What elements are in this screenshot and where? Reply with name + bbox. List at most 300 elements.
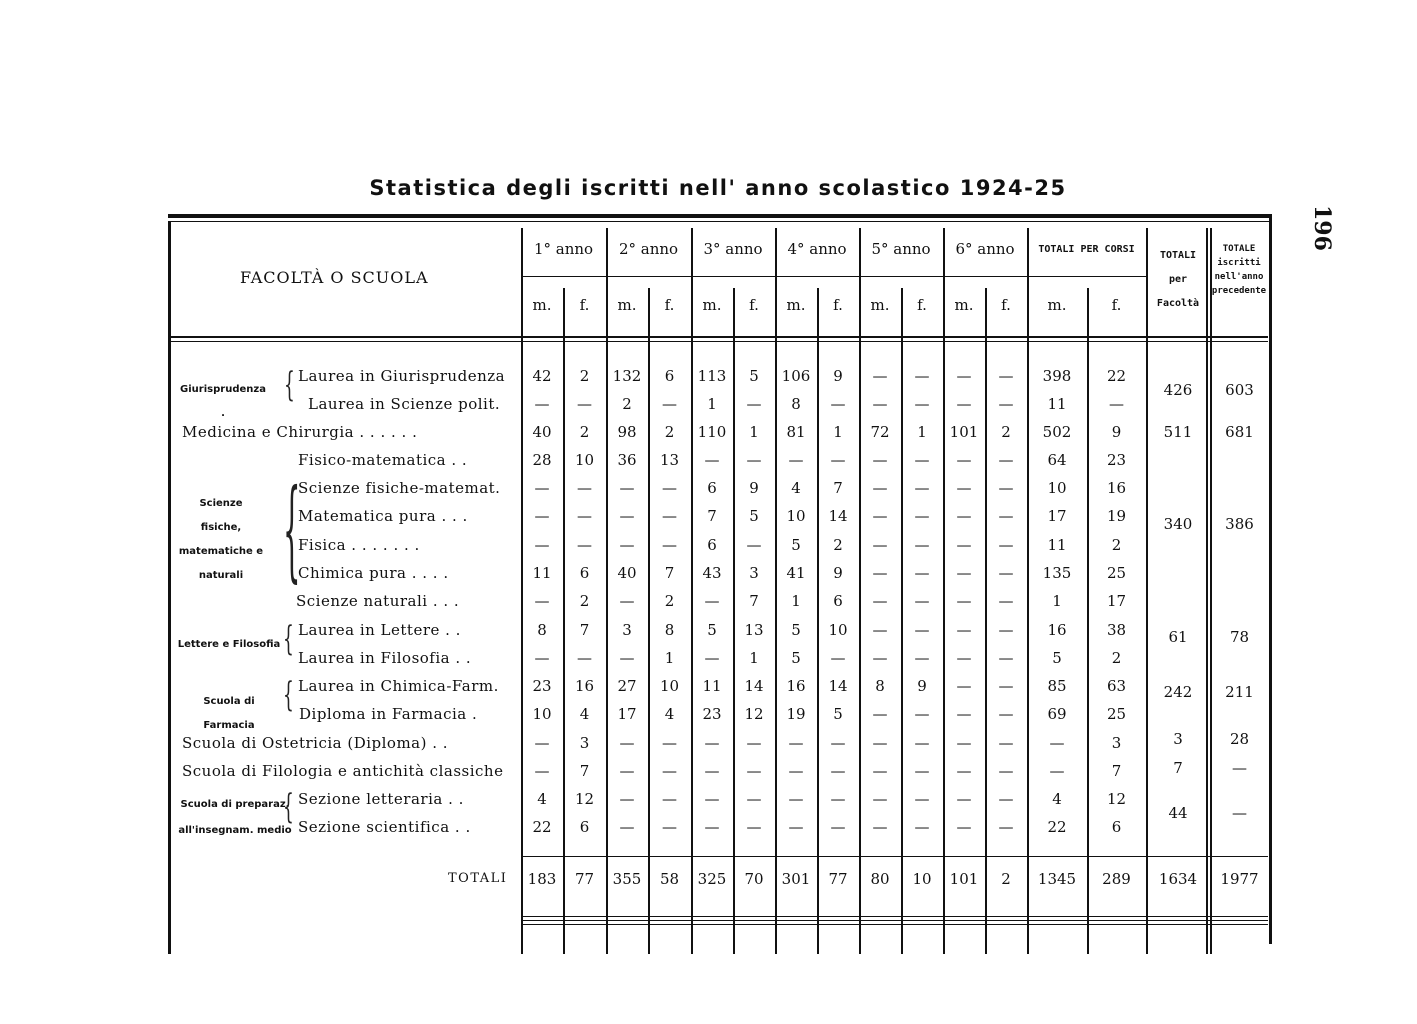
total-cell: 289	[1102, 870, 1131, 888]
cell-value: —	[788, 790, 804, 808]
cell-value: —	[998, 479, 1014, 497]
cell-value: —	[704, 762, 720, 780]
cell-value: —	[577, 479, 592, 497]
cell-value: 11	[702, 677, 722, 695]
cell-value: —	[998, 734, 1014, 752]
cell-value: —	[788, 818, 804, 836]
cell-value: 6	[707, 479, 717, 497]
column-rule	[943, 228, 945, 954]
cell-value: 14	[828, 507, 848, 525]
cell-value: —	[872, 507, 888, 525]
cell-value: —	[619, 479, 635, 497]
cell-value: 6	[833, 592, 843, 610]
cell-value: —	[746, 762, 762, 780]
cell-value: 16	[1106, 479, 1127, 497]
column-rule	[1210, 228, 1212, 954]
year-header: 1° anno	[533, 240, 594, 258]
cell-value: —	[914, 790, 930, 808]
cell-value: 16	[574, 677, 595, 695]
male-header: m.	[954, 296, 974, 314]
faculty-scienze: Scienze fisiche, matematiche e naturali	[178, 498, 264, 581]
cell-value: 12	[1106, 790, 1127, 808]
cell-value: 43	[702, 564, 722, 582]
group-brace: {	[283, 465, 301, 593]
cell-value: —	[577, 507, 592, 525]
cell-value: —	[956, 564, 972, 582]
year-header: 4° anno	[787, 240, 847, 258]
cell-value: —	[704, 818, 720, 836]
faculty-giurisprudenza: Giurisprudenza .	[180, 384, 266, 419]
cell-value: —	[956, 592, 972, 610]
cell-value: —	[956, 367, 972, 385]
male-header: m.	[702, 296, 722, 314]
cell-value: 25	[1106, 564, 1127, 582]
page-number: 196	[1309, 205, 1335, 251]
cell-value: 2	[622, 395, 632, 413]
cell-value: —	[956, 395, 972, 413]
cell-value: —	[662, 762, 677, 780]
total-cell: 183	[527, 870, 557, 888]
header-bottom-2	[168, 341, 1268, 342]
cell-value: 1	[833, 423, 843, 441]
cell-value: —	[830, 451, 846, 469]
cell-value: 2	[579, 592, 590, 610]
group-brace: {	[283, 675, 294, 715]
previous-year-total-header: TOTALE iscritti nell'anno precedente	[1211, 244, 1267, 296]
cell-value: —	[619, 818, 635, 836]
cell-value: 2	[1111, 536, 1122, 554]
total-cell: 77	[828, 870, 848, 888]
cell-value: —	[577, 649, 592, 667]
female-header: f.	[1111, 296, 1122, 314]
row-label: Matematica pura . . .	[298, 507, 468, 525]
faculty-total: 44	[1168, 804, 1188, 822]
cell-value: —	[998, 790, 1014, 808]
cell-value: 3	[749, 564, 759, 582]
cell-value: —	[619, 734, 635, 752]
cell-value: 22	[1047, 818, 1067, 836]
row-label: Laurea in Giurisprudenza	[298, 367, 506, 385]
cell-value: 110	[697, 423, 727, 441]
female-header: f.	[1001, 296, 1011, 314]
male-header: m.	[1047, 296, 1067, 314]
footer-rule-3	[521, 924, 1268, 925]
cell-value: —	[788, 451, 804, 469]
cell-value: —	[746, 818, 762, 836]
total-cell: 77	[574, 870, 595, 888]
total-cell: 355	[612, 870, 642, 888]
cell-value: —	[704, 592, 720, 610]
cell-value: —	[914, 367, 930, 385]
cell-value: 5	[791, 649, 801, 667]
cell-value: —	[998, 621, 1014, 639]
cell-value: 8	[537, 621, 547, 639]
cell-value: 40	[532, 423, 552, 441]
row-label: Scienze fisiche-matemat.	[298, 479, 501, 497]
total-cell: 58	[659, 870, 680, 888]
row-label: Fisica . . . . . . .	[298, 536, 420, 554]
cell-value: —	[872, 536, 888, 554]
cell-value: —	[788, 734, 804, 752]
cell-value: —	[998, 592, 1014, 610]
cell-value: —	[872, 564, 888, 582]
cell-value: 5	[749, 507, 759, 525]
column-rule	[1027, 228, 1029, 954]
cell-value: —	[830, 395, 846, 413]
cell-value: 2	[579, 423, 590, 441]
cell-value: —	[534, 507, 550, 525]
cell-value: 7	[833, 479, 843, 497]
total-cell: 325	[697, 870, 727, 888]
row-label: Medicina e Chirurgia . . . . . .	[182, 423, 418, 441]
cell-value: 6	[1111, 818, 1122, 836]
cell-value: —	[914, 479, 930, 497]
cell-value: —	[662, 395, 677, 413]
faculty-total: 61	[1168, 628, 1188, 646]
cell-value: —	[914, 564, 930, 582]
cell-value: —	[662, 790, 677, 808]
cell-value: 38	[1106, 621, 1127, 639]
previous-year-total: —	[1232, 759, 1247, 777]
female-header: f.	[579, 296, 590, 314]
previous-year-total: 681	[1225, 423, 1254, 441]
cell-value: —	[534, 395, 550, 413]
cell-value: —	[1109, 395, 1124, 413]
cell-value: —	[914, 705, 930, 723]
cell-value: 10	[786, 507, 806, 525]
cell-value: —	[914, 621, 930, 639]
female-header: f.	[664, 296, 675, 314]
cell-value: 1	[791, 592, 801, 610]
cell-value: 7	[664, 564, 675, 582]
cell-value: 6	[579, 818, 590, 836]
cell-value: —	[998, 367, 1014, 385]
cell-value: —	[619, 536, 635, 554]
cell-value: 2	[664, 423, 675, 441]
column-rule	[521, 228, 523, 954]
cell-value: 17	[617, 705, 637, 723]
cell-value: —	[956, 790, 972, 808]
male-header: m.	[532, 296, 552, 314]
cell-value: —	[914, 818, 930, 836]
cell-value: —	[872, 621, 888, 639]
totals-label: TOTALI	[448, 871, 508, 886]
cell-value: —	[662, 536, 677, 554]
total-cell: 80	[870, 870, 890, 888]
cell-value: —	[998, 395, 1014, 413]
cell-value: 64	[1047, 451, 1067, 469]
previous-year-total: —	[1232, 804, 1247, 822]
grand-total-faculty: 1634	[1158, 870, 1198, 888]
cell-value: —	[619, 507, 635, 525]
footer-rule-2	[521, 920, 1268, 921]
cell-value: —	[577, 395, 592, 413]
cell-value: 9	[749, 479, 759, 497]
male-header: m.	[617, 296, 637, 314]
cell-value: 3	[1111, 734, 1122, 752]
column-rule	[1146, 228, 1148, 954]
cell-value: 5	[707, 621, 717, 639]
row-label: Laurea in Lettere . .	[298, 621, 461, 639]
cell-value: 12	[574, 790, 595, 808]
cell-value: —	[662, 479, 677, 497]
cell-value: —	[704, 451, 720, 469]
cell-value: —	[998, 536, 1014, 554]
cell-value: 63	[1106, 677, 1127, 695]
cell-value: —	[577, 536, 592, 554]
group-brace: {	[283, 787, 294, 827]
female-header: f.	[917, 296, 927, 314]
totals-separator	[521, 856, 1268, 857]
cell-value: 1	[707, 395, 717, 413]
cell-value: —	[534, 536, 550, 554]
cell-value: 7	[749, 592, 759, 610]
faculty-total: 3	[1173, 730, 1183, 748]
cell-value: —	[534, 734, 550, 752]
cell-value: —	[534, 479, 550, 497]
cell-value: 113	[697, 367, 727, 385]
footer-rule	[521, 916, 1268, 917]
cell-value: —	[746, 451, 762, 469]
cell-value: 3	[579, 734, 590, 752]
page-title: Statistica degli iscritti nell' anno scolastico 1924-25	[369, 176, 1067, 200]
cell-value: 10	[828, 621, 848, 639]
cell-value: —	[872, 762, 888, 780]
cell-value: —	[872, 395, 888, 413]
year-header: 6° anno	[955, 240, 1015, 258]
cell-value: —	[956, 536, 972, 554]
cell-value: —	[534, 762, 550, 780]
total-cell: 70	[744, 870, 764, 888]
previous-year-total: 386	[1225, 515, 1254, 533]
total-cell: 2	[1001, 870, 1011, 888]
year-underline	[521, 276, 1147, 277]
cell-value: —	[998, 564, 1014, 582]
cell-value: 23	[702, 705, 722, 723]
cell-value: 4	[579, 705, 590, 723]
cell-value: —	[872, 705, 888, 723]
column-rule	[606, 228, 608, 954]
cell-value: 4	[1052, 790, 1062, 808]
cell-value: 98	[617, 423, 637, 441]
cell-value: 9	[1111, 423, 1122, 441]
cell-value: —	[956, 734, 972, 752]
cell-value: 1	[749, 649, 759, 667]
cell-value: 16	[786, 677, 806, 695]
cell-value: 1	[664, 649, 675, 667]
cell-value: 14	[828, 677, 848, 695]
cell-value: —	[872, 818, 888, 836]
totals-per-course-header: TOTALI PER CORSI	[1038, 244, 1135, 255]
cell-value: —	[872, 479, 888, 497]
cell-value: —	[914, 451, 930, 469]
male-header: m.	[786, 296, 806, 314]
cell-value: —	[998, 451, 1014, 469]
cell-value: 16	[1047, 621, 1067, 639]
cell-value: 5	[1052, 649, 1062, 667]
cell-value: —	[998, 762, 1014, 780]
cell-value: —	[956, 677, 972, 695]
cell-value: —	[830, 734, 846, 752]
top-rule	[168, 214, 1270, 218]
cell-value: —	[956, 762, 972, 780]
cell-value: —	[534, 649, 550, 667]
grand-total-previous: 1977	[1220, 870, 1259, 888]
previous-year-total: 603	[1225, 381, 1254, 399]
cell-value: 8	[791, 395, 801, 413]
cell-value: —	[619, 592, 635, 610]
cell-value: 13	[744, 621, 764, 639]
faculty-header: FACOLTÀ O SCUOLA	[240, 268, 429, 287]
cell-value: —	[619, 790, 635, 808]
cell-value: —	[1049, 762, 1065, 780]
cell-value: —	[872, 367, 888, 385]
row-label: Scuola di Filologia e antichità classiche	[182, 762, 504, 780]
cell-value: —	[998, 818, 1014, 836]
cell-value: 10	[1047, 479, 1067, 497]
row-label: Laurea in Filosofia . .	[298, 649, 472, 667]
cell-value: 6	[579, 564, 590, 582]
cell-value: 10	[659, 677, 680, 695]
totals-per-faculty-header: TOTALI per Facoltà	[1156, 250, 1200, 309]
cell-value: 7	[579, 762, 590, 780]
cell-value: —	[746, 395, 762, 413]
cell-value: 72	[870, 423, 890, 441]
cell-value: 36	[617, 451, 637, 469]
cell-value: 5	[791, 536, 801, 554]
cell-value: 69	[1047, 705, 1067, 723]
cell-value: 41	[786, 564, 806, 582]
cell-value: 2	[664, 592, 675, 610]
cell-value: —	[998, 677, 1014, 695]
cell-value: 22	[1106, 367, 1127, 385]
cell-value: 3	[622, 621, 632, 639]
cell-value: 4	[537, 790, 547, 808]
cell-value: —	[704, 734, 720, 752]
total-cell: 1345	[1037, 870, 1077, 888]
row-label: Sezione letteraria . .	[298, 790, 464, 808]
cell-value: 19	[786, 705, 806, 723]
cell-value: 23	[1106, 451, 1127, 469]
cell-value: 85	[1047, 677, 1067, 695]
cell-value: —	[619, 649, 635, 667]
faculty-total: 242	[1163, 683, 1193, 701]
cell-value: —	[662, 734, 677, 752]
cell-value: 14	[744, 677, 764, 695]
left-border	[168, 221, 171, 954]
cell-value: —	[998, 649, 1014, 667]
cell-value: 23	[532, 677, 552, 695]
cell-value: 7	[707, 507, 717, 525]
cell-value: —	[662, 507, 677, 525]
cell-value: —	[914, 536, 930, 554]
cell-value: —	[704, 790, 720, 808]
column-rule	[1206, 228, 1208, 954]
previous-year-total: 211	[1225, 683, 1254, 701]
male-header: m.	[870, 296, 890, 314]
cell-value: 7	[1111, 762, 1122, 780]
cell-value: 1	[1052, 592, 1062, 610]
previous-year-total: 78	[1229, 628, 1250, 646]
row-label: Laurea in Chimica-Farm.	[298, 677, 499, 695]
faculty-lettere: Lettere e Filosofia	[177, 639, 281, 650]
cell-value: 5	[749, 367, 759, 385]
cell-value: —	[914, 762, 930, 780]
cell-value: —	[956, 451, 972, 469]
cell-value: 106	[781, 367, 811, 385]
header-bottom	[168, 336, 1268, 338]
faculty-total: 340	[1163, 515, 1193, 533]
cell-value: 2	[579, 367, 590, 385]
row-label: Chimica pura . . . .	[298, 564, 449, 582]
cell-value: —	[830, 818, 846, 836]
cell-value: 2	[1001, 423, 1011, 441]
cell-value: —	[872, 649, 888, 667]
faculty-preparazione: Scuola di preparaz. all'insegnam. medio	[178, 799, 292, 836]
cell-value: 11	[532, 564, 552, 582]
top-rule-thin	[168, 221, 1270, 222]
cell-value: 2	[1111, 649, 1122, 667]
female-header: f.	[749, 296, 759, 314]
previous-year-total: 28	[1229, 730, 1250, 748]
cell-value: 11	[1047, 395, 1067, 413]
right-border	[1269, 214, 1272, 944]
cell-value: 27	[617, 677, 637, 695]
cell-value: —	[956, 621, 972, 639]
cell-value: 13	[659, 451, 680, 469]
total-cell: 301	[781, 870, 811, 888]
cell-value: 4	[664, 705, 675, 723]
cell-value: —	[534, 592, 550, 610]
cell-value: —	[830, 649, 846, 667]
cell-value: 398	[1042, 367, 1072, 385]
cell-value: 5	[791, 621, 801, 639]
cell-value: 135	[1042, 564, 1072, 582]
cell-value: 6	[664, 367, 675, 385]
cell-value: 2	[833, 536, 843, 554]
cell-value: 40	[617, 564, 637, 582]
cell-value: —	[914, 734, 930, 752]
cell-value: —	[872, 451, 888, 469]
cell-value: —	[914, 507, 930, 525]
year-header: 3° anno	[703, 240, 763, 258]
cell-value: 132	[612, 367, 642, 385]
year-header: 2° anno	[618, 240, 679, 258]
cell-value: 19	[1106, 507, 1127, 525]
group-brace: {	[284, 365, 295, 405]
cell-value: 11	[1047, 536, 1067, 554]
cell-value: 9	[833, 564, 843, 582]
cell-value: —	[746, 734, 762, 752]
faculty-total: 426	[1163, 381, 1193, 399]
cell-value: —	[872, 592, 888, 610]
cell-value: —	[872, 734, 888, 752]
cell-value: —	[914, 592, 930, 610]
total-cell: 101	[949, 870, 979, 888]
cell-value: 10	[574, 451, 595, 469]
row-label: Scienze naturali . . .	[296, 592, 460, 610]
cell-value: —	[956, 507, 972, 525]
cell-value: 4	[791, 479, 801, 497]
row-label: Scuola di Ostetricia (Diploma) . .	[182, 734, 449, 752]
faculty-total: 7	[1173, 759, 1183, 777]
cell-value: —	[830, 790, 846, 808]
row-label: Laurea in Scienze polit.	[308, 395, 501, 413]
cell-value: —	[998, 705, 1014, 723]
column-rule	[859, 228, 861, 954]
cell-value: —	[662, 818, 677, 836]
cell-value: 5	[833, 705, 843, 723]
